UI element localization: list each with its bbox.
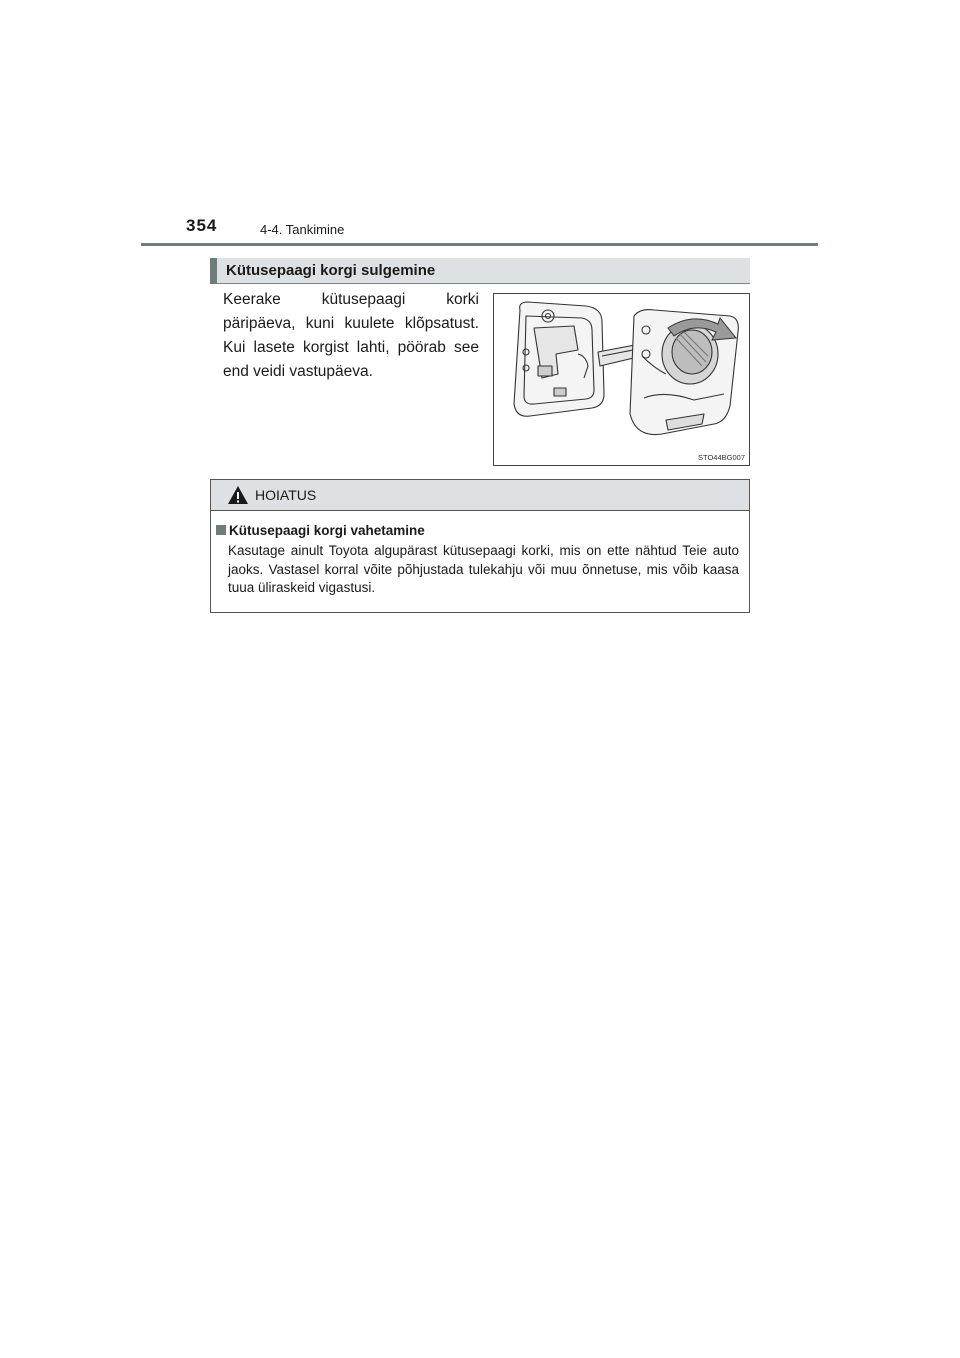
warning-header bbox=[211, 480, 749, 511]
section-label: 4-4. Tankimine bbox=[260, 222, 345, 237]
warning-item-title: Kütusepaagi korgi vahetamine bbox=[229, 523, 425, 538]
instruction-text: Keerake kütusepaagi korki päripäeva, kuni kuulete klõpsatust. Kui lasete korgist lahti, pöörab see end veidi vastupäeva. bbox=[223, 291, 479, 380]
subsection-title: Kütusepaagi korgi sulgemine bbox=[226, 262, 436, 279]
warning-triangle-icon bbox=[227, 485, 249, 505]
fuel-cap-figure bbox=[493, 293, 750, 466]
warning-item-text: Kasutage ainult Toyota algupärast kütusepaagi korki, mis on ette nähtud Teie auto jaoks. Vastasel korral võite põhjustada tulekahju või muu õnnetuse, mis võib kaasa tuua üliraskeid vigastusi. bbox=[228, 543, 739, 595]
warning-box bbox=[210, 479, 750, 613]
fuel-filler-door-illustration bbox=[494, 294, 750, 466]
header-rule bbox=[141, 243, 818, 246]
figure-code: STO44BG007 bbox=[698, 453, 745, 462]
subsection-bar bbox=[210, 258, 217, 284]
warning-title: HOIATUS bbox=[255, 487, 317, 503]
page-number: 354 bbox=[186, 216, 218, 235]
subsection-header bbox=[210, 258, 750, 284]
warning-item-heading bbox=[216, 523, 425, 538]
square-bullet-icon bbox=[216, 525, 226, 535]
